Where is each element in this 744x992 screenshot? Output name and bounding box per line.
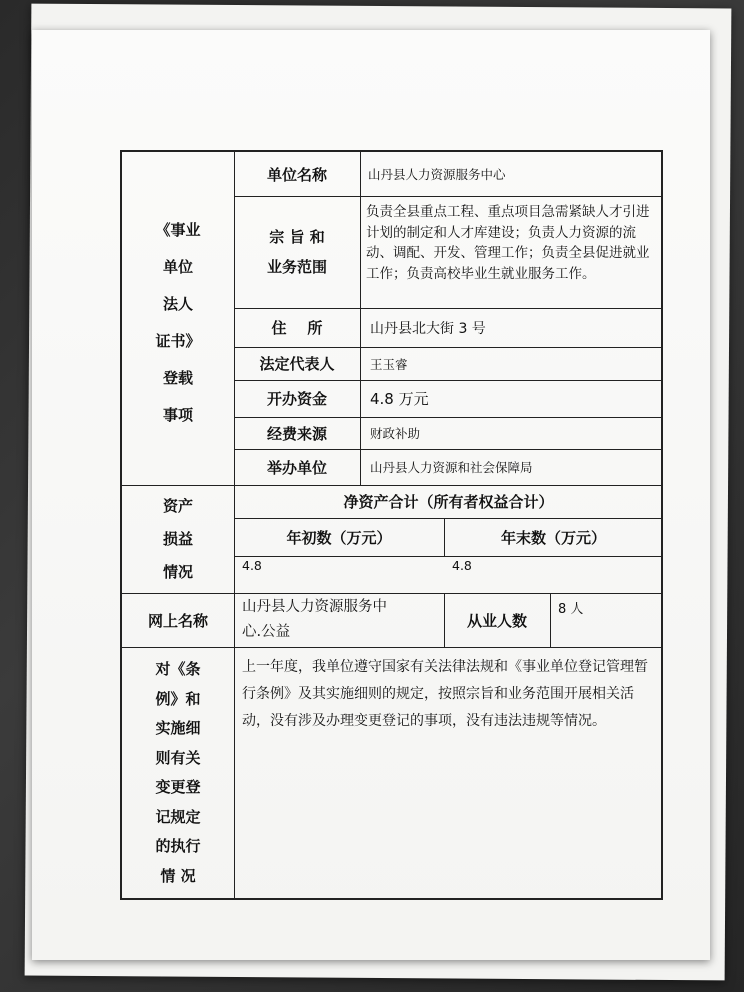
- unit-name-value: 山丹县人力资源服务中心: [368, 167, 506, 182]
- title-line: 实施细: [155, 719, 201, 737]
- capital-value: 4.8 万元: [370, 390, 429, 408]
- value-line: 心.公益: [242, 624, 291, 640]
- sponsor-label: 举办单位: [266, 458, 327, 477]
- end-year-header: 年末数（万元）: [500, 528, 606, 547]
- title-line: 情 况: [160, 866, 196, 885]
- title-line: 对《条: [155, 660, 201, 678]
- title-line: 记规定: [155, 807, 201, 826]
- legal-rep-value: 王玉睿: [370, 356, 408, 372]
- legal-rep-label: 法定代表人: [259, 355, 335, 373]
- title-line: 单位: [162, 258, 193, 276]
- title-line: 事项: [162, 406, 193, 424]
- address-label: 住 所: [271, 319, 323, 337]
- assets-section-title: [122, 485, 234, 593]
- purpose-scope-value: 负责全县重点工程、重点项目急需紧缺人才引进计划的制定和人才库建设；负责人力资源的流动、调配、开发、管理工作；负责全县促进就业工作；负责高校毕业生就业服务工作。: [366, 204, 650, 282]
- title-line: 资产: [162, 496, 193, 515]
- funding-source-label: 经费来源: [266, 424, 327, 443]
- online-name-label: 网上名称: [147, 611, 208, 630]
- compliance-text: 上一年度，我单位遵守国家有关法律法规和《事业单位登记管理暂行条例》及其实施细则的规定，按照宗旨和业务范围开展相关活动，没有涉及办理变更登记的事项，没有违法违规等情况。: [242, 659, 648, 729]
- value-line: 山丹县人力资源服务中: [242, 599, 387, 615]
- staff-count-label: 从业人数: [466, 611, 527, 630]
- capital-label: 开办资金: [266, 390, 327, 408]
- title-line: 登载: [162, 369, 193, 387]
- unit-name-label: 单位名称: [266, 165, 327, 184]
- funding-source-value: 财政补助: [370, 426, 421, 441]
- label-line: 业务范围: [266, 258, 327, 276]
- title-line: 损益: [162, 529, 193, 548]
- certificate-section-title: [122, 212, 234, 462]
- title-line: 《事业: [155, 221, 201, 239]
- label-line: 宗 旨 和: [269, 228, 325, 246]
- purpose-scope-label: [234, 196, 360, 308]
- compliance-section-title: [122, 655, 234, 895]
- title-line: 证书》: [155, 332, 201, 350]
- title-line: 情况: [162, 562, 193, 581]
- title-line: 法人: [162, 295, 193, 313]
- begin-year-header: 年初数（万元）: [286, 528, 392, 547]
- title-line: 例》和: [155, 689, 201, 708]
- document-page: [32, 30, 710, 960]
- title-line: 则有关: [155, 748, 201, 767]
- address-value: 山丹县北大街 3 号: [370, 320, 486, 337]
- end-year-value: 4.8: [452, 558, 472, 573]
- online-name-value: [242, 593, 442, 647]
- sponsor-value: 山丹县人力资源和社会保障局: [370, 460, 533, 475]
- net-assets-header: 净资产合计（所有者权益合计）: [343, 493, 554, 511]
- staff-count-value: 8 人: [558, 602, 584, 617]
- begin-year-value: 4.8: [242, 558, 262, 573]
- title-line: 变更登: [155, 778, 201, 796]
- title-line: 的执行: [155, 837, 201, 855]
- registration-form-table: [120, 150, 663, 900]
